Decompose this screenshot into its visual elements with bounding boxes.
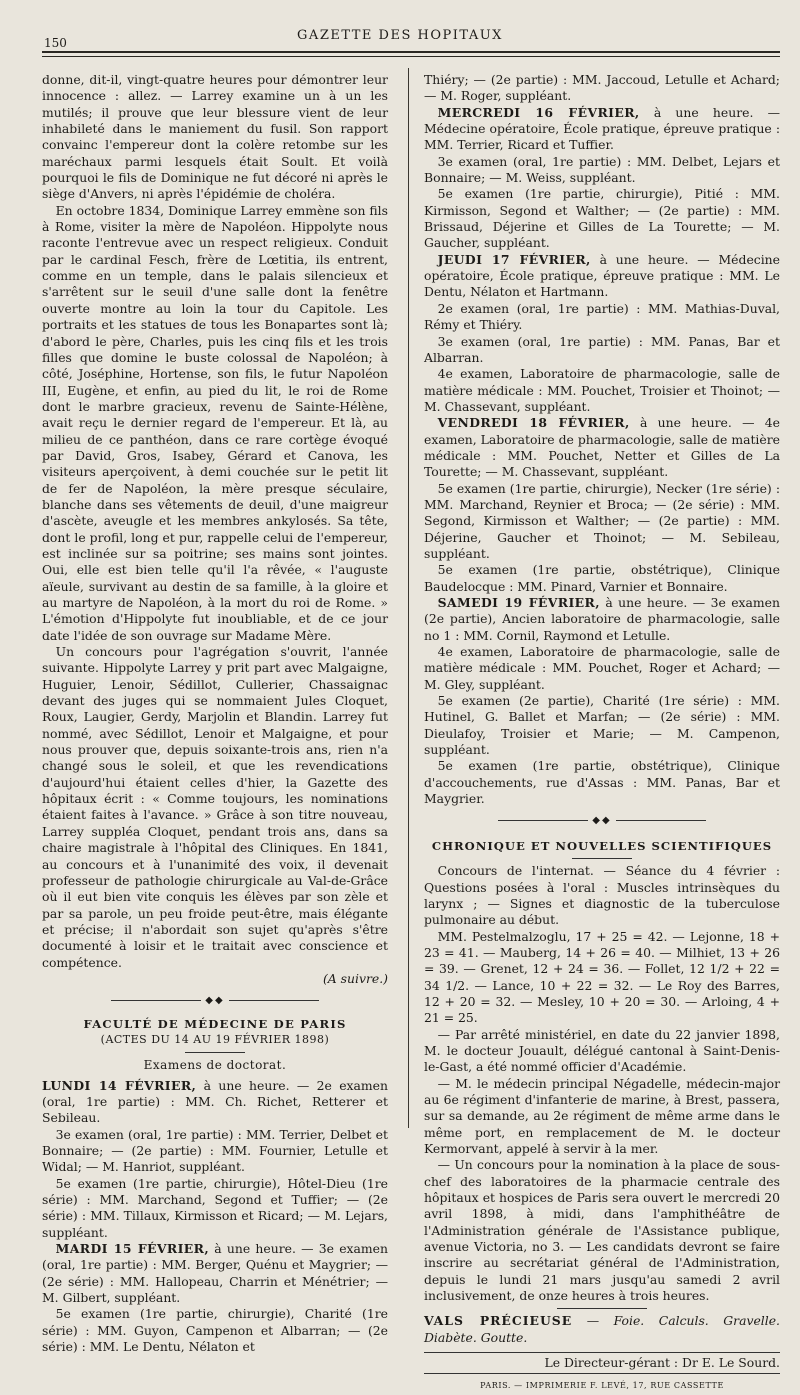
news-paragraph: MM. Pestelmalzoglu, 17 + 25 = 42. — Lejonne, 18 + 23 = 41. — Mauberg, 14 + 26 = 40. — Milhiet, 13 + 26 = 39. — Grenet, 12 + 24 = 36. — Follet, 12 1/2 + 22 = 34 1/2. — Lance, 10 + 22 = 32. — Le Roy des Barres, 12 + 20 = 32. — Mesley, 10 + 20 = 30. — Arloing, 4 + 21 = 25.	[424, 928, 780, 1026]
vals-advert: VALS PRÉCIEUSE — Foie. Calculs. Gravelle. Diabète. Goutte.	[424, 1313, 780, 1345]
exam-entry: 5e examen (1re partie, chirurgie), Necker (1re série) : MM. Marchand, Reynier et Broca; — (2e série) : MM. Segond, Kirmisson et Walther; — (2e partie) : MM. Déjerine, Gaucher et Thoinot; — M. Sebileau, suppléant.	[424, 480, 780, 561]
news-paragraph: — Un concours pour la nomination à la place de sous-chef des laboratoires de la pharmacie centrale des hôpitaux et hospices de Paris sera ouvert le mercredi 20 avril 1898, à midi, dans l'amphithéâtre de l'Administration générale de l'Assistance publique, avenue Victoria, no 3. — Les candidats devront se faire inscrire au secrétariat général de l'Administration, depuis le lundi 21 mars jusqu'au samedi 2 avril inclusivement, de onze heures à trois heures.	[424, 1157, 780, 1304]
faculty-dates: (ACTES DU 14 AU 19 FÉVRIER 1898)	[100, 1032, 330, 1046]
faculty-subtitle: Examens de doctorat.	[143, 1058, 287, 1073]
director-line: Le Directeur-gérant : Dr E. Le Sourd.	[424, 1352, 780, 1371]
ornament-divider: ◆◆	[42, 993, 388, 1009]
exam-entry: 5e examen (1re partie, chirurgie), Pitié : MM. Kirmisson, Segond et Walther; — (2e partie) : MM. Brissaud, Déjerine et Gilles de La Tourette; — M. Gaucher, suppléant.	[424, 186, 780, 251]
chronique-title: CHRONIQUE ET NOUVELLES SCIENTIFIQUES	[431, 838, 773, 853]
exam-entry: 3e examen (oral, 1re partie) : MM. Panas, Bar et Albarran.	[424, 333, 780, 365]
paragraph: En octobre 1834, Dominique Larrey emmène son fils à Rome, visiter la mère de Napoléon. Hippolyte nous raconte l'entrevue avec un respect religieux. Conduit par le cardinal Fesch, frère de Lœtitia, ils entrent, comme en un temple, dans le palais silencieux et s'arrêtent sur le seuil d'une salle dont la fenêtre ouverte montre au loin la tour du Capitole. Les portraits et les statues de tous les Bonapartes sont là; d'abord le père, Charles, puis les cinq fils et les trois filles que domine le buste colossal de Napoléon; à côté, Joséphine, Hortense, son fils, le futur Napoléon III, Eugène, et enfin, au pied du lit, le roi de Rome dont le marbre gracieux, revenu de Sainte-Hélène, avait reçu le dernier regard de l'empereur. Et là, au milieu de ce panthéon, dans ce rare cortège évoqué par David, Gros, Isabey, Gérard et Canova, les visiteurs aperçoivent, à demi couchée sur le petit lit de fer de Napoléon, la mère presque séculaire, blanche dans ses vêtements de deuil, d'une maigreur d'ascète, aveugle et les membres ankylosés. Sa tête, dont le profil, long et pur, rappelle celui de l'empereur, est inclinée sur sa poitrine; ses mains sont jointes. Oui, elle est bien telle qu'il l'a rêvée, « l'auguste aïeule, survivant au destin de sa famille, à la gloire et au martyre de Napoléon, à la mort du roi de Rome. » L'émotion d'Hippolyte fut inoubliable, et de ce jour date l'idée de son ouvrage sur Madame Mère.	[42, 202, 388, 643]
paragraph: donne, dit-il, vingt-quatre heures pour démontrer leur innocence : allez. — Larrey examine un à un les mutilés; il prouve que leur blessure vient de leur inhabileté dans le maniement du fusil. Son rapport convainc l'empereur dont la colère retombe sur les maréchaux parmi lesquels était Soult. Et voilà pourquoi le fils de Dominique ne fut décoré ni après le siège d'Anvers, ni après l'épidémie de choléra.	[42, 72, 388, 202]
mini-rule	[572, 858, 632, 859]
right-column	[424, 72, 780, 1395]
exam-entry: 4e examen, Laboratoire de pharmacologie, salle de matière médicale : MM. Pouchet, Roger et Achard; — M. Gley, suppléant.	[424, 644, 780, 692]
exam-entry: 5e examen (1re partie, obstétrique), Clinique d'accouchements, rue d'Assas : MM. Panas, Bar et Maygrier.	[424, 758, 780, 807]
exam-entry: SAMEDI 19 FÉVRIER, à une heure. — 3e examen (2e partie), Ancien laboratoire de pharmacologie, salle no 1 : MM. Cornil, Raymond et Letulle.	[424, 595, 780, 643]
exam-entry: 5e examen (1re partie, obstétrique), Clinique Baudelocque : MM. Pinard, Varnier et Bonnaire.	[424, 562, 780, 594]
paragraph: Un concours pour l'agrégation s'ouvrit, l'année suivante. Hippolyte Larrey y prit part avec Malgaigne, Huguier, Lenoir, Sédillot, Cullerier, Chassaignac devant des juges qui se nommaient Jules Cloquet, Roux, Laugier, Gerdy, Marjolin et Blandin. Larrey fut nommé, avec Sédillot, Lenoir et Malgaigne, et pour nous prouver que, depuis soixante-trois ans, rien n'a changé sous le soleil, et que les revendications d'aujourd'hui étaient celles d'hier, la Gazette des hôpitaux écrit : « Comme toujours, les nominations étaient faites à l'avance. » Grâce à son titre nouveau, Larrey suppléa Cloquet, pendant trois ans, dans sa chaire magistrale à l'hôpital des Cliniques. En 1841, au concours et à l'unanimité des voix, il devenait professeur de pathologie chirurgicale au Val-de-Grâce où il eut bien vite conquis les élèves par son zèle et par sa parole, un peu froide peut-être, mais élégante et précise; il n'abordait son sujet qu'après s'être documenté à loisir et le traitait avec conscience et compétence.	[42, 644, 388, 970]
exam-entry: 3e examen (oral, 1re partie) : MM. Terrier, Delbet et Bonnaire; — (2e partie) : MM. Fournier, Letulle et Widal; — M. Hanriot, suppléant.	[42, 1126, 388, 1175]
column-divider	[408, 68, 409, 1128]
exam-entry: 5e examen (2e partie), Charité (1re série) : MM. Hutinel, G. Ballet et Marfan; — (2e série) : MM. Dieulafoy, Troisier et Marie; — M. Campenon, suppléant.	[424, 693, 780, 758]
mini-rule	[557, 1308, 647, 1309]
page-number: 150	[44, 36, 67, 50]
exam-entry: LUNDI 14 FÉVRIER, à une heure. — 2e examen (oral, 1re partie) : MM. Ch. Richet, Retterer et Sebileau.	[42, 1077, 388, 1126]
exam-entry: 5e examen (1re partie, chirurgie), Charité (1re série) : MM. Guyon, Campenon et Albarran; — (2e série) : MM. Le Dentu, Nélaton et	[42, 1306, 388, 1355]
footer-rule	[424, 1373, 780, 1374]
exam-entry: 2e examen (oral, 1re partie) : MM. Mathias-Duval, Rémy et Thiéry.	[424, 300, 780, 333]
exam-entry: MARDI 15 FÉVRIER, à une heure. — 3e examen (oral, 1re partie) : MM. Berger, Quénu et Maygrier; — (2e série) : MM. Hallopeau, Charrin et Ménétrier; — M. Gilbert, suppléant.	[42, 1241, 388, 1306]
printer-line: PARIS. — IMPRIMERIE F. LEVÉ, 17, RUE CASSETTE	[480, 1381, 724, 1391]
news-paragraph: — Par arrêté ministériel, en date du 22 janvier 1898, M. le docteur Jouault, délégué cantonal à Saint-Denis-le-Gast, a été nommé officier d'Académie.	[424, 1026, 780, 1075]
running-title: GAZETTE DES HOPITAUX	[297, 28, 503, 43]
header-rule	[42, 51, 780, 53]
exam-entry: JEUDI 17 FÉVRIER, à une heure. — Médecine opératoire, École pratique, épreuve pratique : MM. Le Dentu, Nélaton et Hartmann.	[424, 251, 780, 300]
exam-entry: MERCREDI 16 FÉVRIER, à une heure. — Médecine opératoire, École pratique, épreuve pratique : MM. Terrier, Ricard et Tuffier.	[424, 104, 780, 153]
exam-entry: Thiéry; — (2e partie) : MM. Jaccoud, Letulle et Achard; — M. Roger, suppléant.	[424, 72, 780, 104]
news-paragraph: — M. le médecin principal Négadelle, médecin-major au 6e régiment d'infanterie de marine, à Brest, passera, sur sa demande, au 2e régiment de même arme dans le même port, en remplacement de M. le docteur Kermorvant, appelé à servir à la mer.	[424, 1075, 780, 1156]
left-column	[42, 72, 388, 1355]
exam-entry: 3e examen (oral, 1re partie) : MM. Delbet, Lejars et Bonnaire; — M. Weiss, suppléant.	[424, 153, 780, 186]
news-paragraph: Concours de l'internat. — Séance du 4 février : Questions posées à l'oral : Muscles intrinsèques du larynx ; — Signes et diagnostic de la tuberculose pulmonaire au début.	[424, 863, 780, 928]
header-rule-thin	[42, 56, 780, 57]
exam-entry: VENDREDI 18 FÉVRIER, à une heure. — 4e examen, Laboratoire de pharmacologie, salle de matière médicale : MM. Pouchet, Netter et Gilles de La Tourette; — M. Chassevant, suppléant.	[424, 415, 780, 480]
to-follow-note: (A suivre.)	[322, 970, 388, 986]
exam-entry: 4e examen, Laboratoire de pharmacologie, salle de matière médicale : MM. Pouchet, Troisier et Thoinot; — M. Chassevant, suppléant.	[424, 366, 780, 414]
ornament-divider: ◆◆	[424, 813, 780, 829]
exam-entry: 5e examen (1re partie, chirurgie), Hôtel-Dieu (1re série) : MM. Marchand, Segond et Tuffier; — (2e série) : MM. Tillaux, Kirmisson et Ricard; — M. Lejars, suppléant.	[42, 1175, 388, 1240]
faculty-title: FACULTÉ DE MÉDECINE DE PARIS	[83, 1016, 347, 1031]
mini-rule	[185, 1052, 245, 1053]
